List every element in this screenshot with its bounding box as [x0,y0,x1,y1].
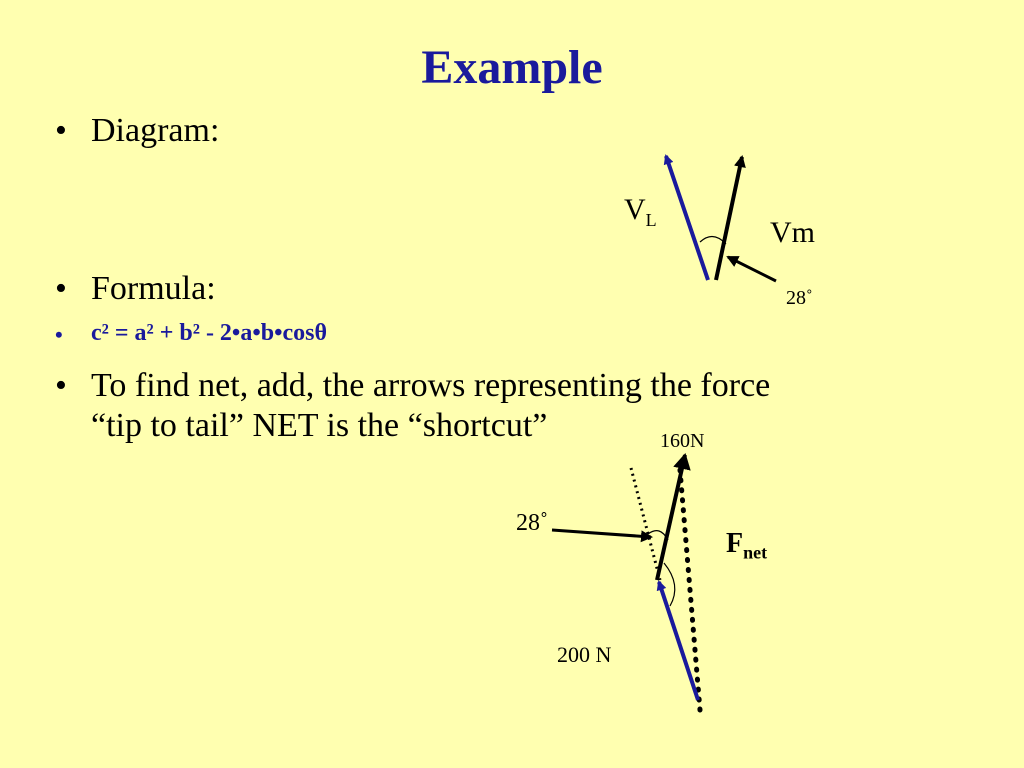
reference-dotted-line [631,468,660,580]
fnet-label-sub: net [743,542,768,563]
slide-title: Example [421,41,603,94]
force-160n-label: 160N [660,430,705,452]
bullet-symbol: • [55,270,67,307]
bullet-text: Diagram: [91,112,220,149]
law-of-cosines-formula: c² = a² + b² - 2•a•b•cosθ [91,320,328,346]
bullet-symbol: • [55,112,67,149]
bullet-symbol: • [55,367,67,404]
vl-label [624,193,657,231]
vl-arrow [666,156,708,280]
angle-label-bottom: 28˚ [516,510,548,536]
vl-label-main: V [624,193,646,226]
force-160n-arrow [657,455,685,580]
bullet-text: Formula: [91,270,216,307]
bullet-text-line2: “tip to tail” NET is the “shortcut” [91,407,548,444]
fnet-label [726,528,767,564]
vm-label: Vm [770,216,815,249]
bullet-symbol: • [55,322,63,347]
force-side-arrow [552,530,651,537]
wind-arrow [728,257,776,281]
fnet-label-main: F [726,528,744,559]
vl-label-sub: L [645,210,657,230]
bullet-text-line1: To find net, add, the arrows representing the force [91,367,771,404]
force-200n-label: 200 N [557,642,612,667]
angle-label-top: 28˚ [786,287,813,309]
